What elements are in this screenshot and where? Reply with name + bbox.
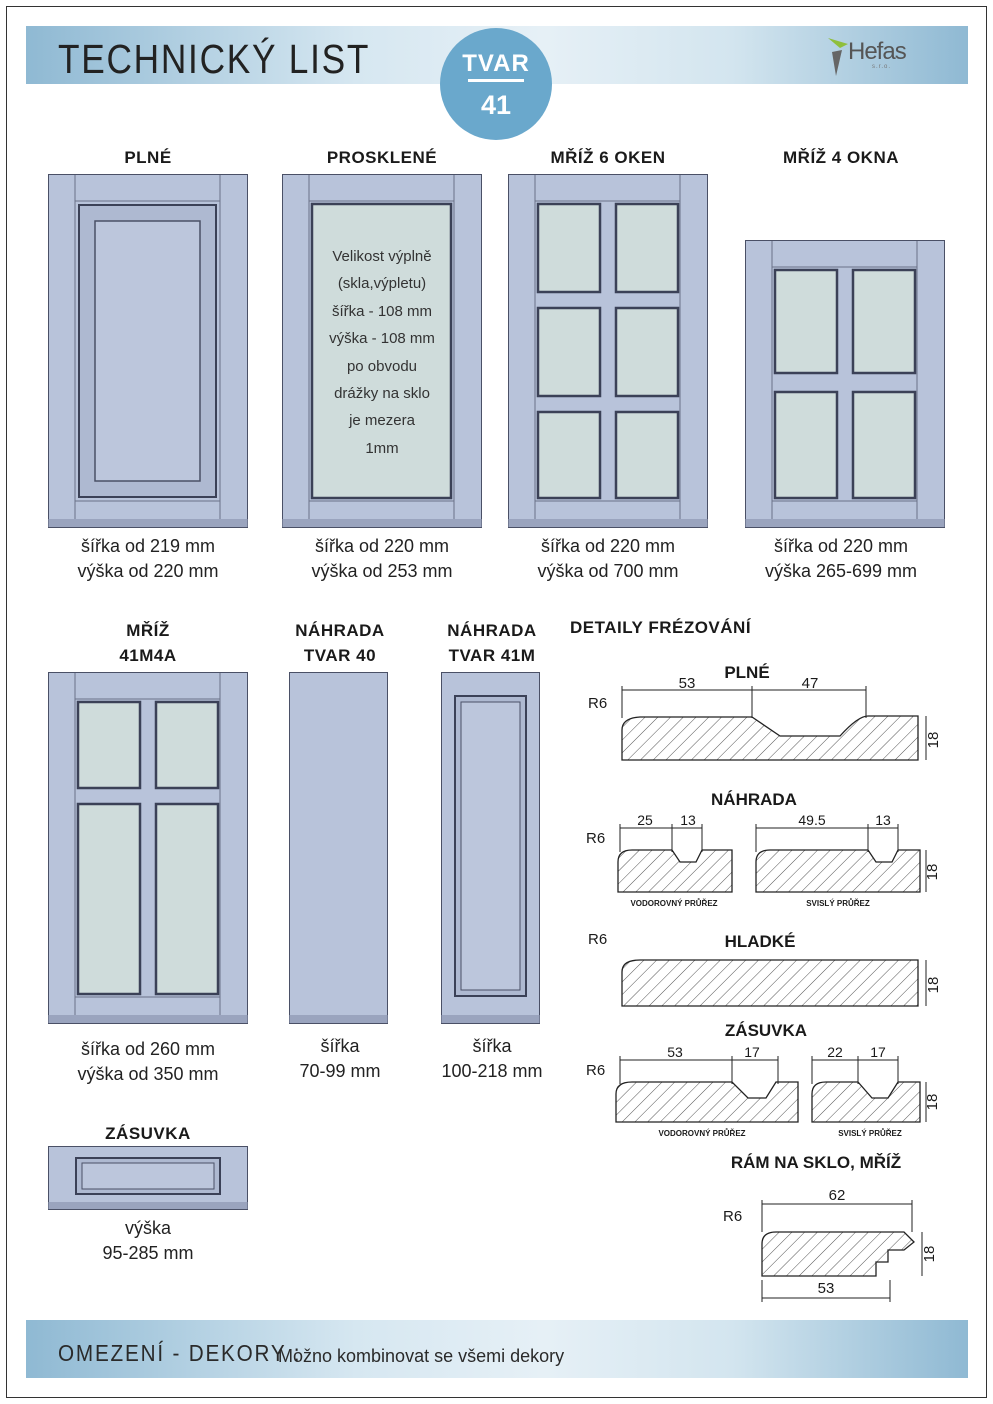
glass-note-line: 1mm [365,439,399,457]
door-mriz-41m4a [48,672,248,1024]
radius-hladke: R6 [588,931,608,948]
dim-zasuvka-18: 18 [924,1093,941,1111]
caption-line: 70-99 mm [299,1061,381,1081]
caption-line: výška 265-699 mm [764,561,918,581]
profile-title-hladke: HLADKÉ [724,932,796,951]
label-line: MŘÍŽ [126,621,170,640]
caption-line: šířka od 220 mm [540,536,676,556]
caption-line: šířka od 219 mm [80,536,216,556]
glass-note-line: výška - 108 mm [329,330,435,348]
door-caption-nahrada40 [262,1034,418,1084]
profile-title-zasuvka: ZÁSUVKA [724,1021,808,1040]
glass-note-line: (skla,výpletu) [337,275,427,293]
label-line: 41M4A [119,646,177,665]
door-nahrada-tvar40 [289,672,388,1024]
dim-zasuvka-53: 53 [667,1044,683,1060]
caption-line: šířka od 220 mm [773,536,909,556]
door-label-nahrada41m [414,618,570,668]
profile-title-plne: PLNÉ [724,663,770,682]
caption-line: šířka [320,1036,360,1056]
door-mriz-6-oken [508,174,708,528]
door-label-mriz6: MŘÍŽ 6 OKEN [550,148,666,167]
door-caption-prosklene [282,534,482,584]
drawer-front [48,1146,248,1210]
door-plne [48,174,248,528]
footer-text: Možno kombinovat se všemi dekory [278,1346,565,1366]
door-label-mriz4: MŘÍŽ 4 OKNA [783,148,899,167]
glass-note-line: drážky na sklo [334,385,430,403]
glass-note-line: je mezera [349,412,415,430]
radius-zasuvka: R6 [586,1062,606,1079]
dim-plne-53: 53 [678,675,696,692]
dim-ram-53: 53 [817,1280,835,1297]
caption-line: šířka od 220 mm [314,536,450,556]
door-caption-nahrada41m [414,1034,570,1084]
glass-note [312,243,452,462]
door-label-mriz41m4a [48,618,248,668]
door-caption-mriz4 [741,534,941,584]
profile-title-nahrada: NÁHRADA [711,790,797,809]
door-label-plne: PLNÉ [124,148,172,167]
dim-hladke-18: 18 [925,976,942,994]
label-line: TVAR 41M [448,646,536,665]
page-title: TECHNICKÝ LIST [58,36,371,82]
badge-divider [468,79,524,82]
dim-plne-47: 47 [801,675,819,692]
door-caption-mriz6 [508,534,708,584]
caption-nahrada-a: VODOROVNÝ PRŮŘEZ [630,899,718,908]
dim-nahrada-13a: 13 [680,812,696,828]
dim-zasuvka-17a: 17 [744,1044,760,1060]
caption-line: výška od 220 mm [77,561,219,581]
caption-line: 100-218 mm [441,1061,543,1081]
caption-line: výška od 350 mm [77,1064,219,1084]
footer-label: OMEZENÍ - DEKORY : [58,1340,302,1366]
brand-sub: s.r.o. [872,64,892,70]
label-line: NÁHRADA [295,621,385,640]
door-caption-plne [48,534,248,584]
glass-note-line: po obvodu [346,357,418,375]
badge-label: TVAR [462,50,530,77]
caption-line: šířka [472,1036,512,1056]
caption-line: výška [124,1218,171,1238]
dim-nahrada-18: 18 [924,863,941,881]
caption-zasuvka-a: VODOROVNÝ PRŮŘEZ [658,1129,746,1138]
details-title: DETAILY FRÉZOVÁNÍ [570,618,752,637]
label-line: NÁHRADA [447,621,537,640]
dim-nahrada-25: 25 [637,812,653,828]
milling-profiles [575,650,955,1310]
drawer-caption [48,1216,248,1266]
dim-nahrada-13b: 13 [875,812,891,828]
label-line: TVAR 40 [303,646,377,665]
radius-plne: R6 [588,695,608,712]
dim-zasuvka-22: 22 [827,1044,843,1060]
caption-zasuvka-b: SVISLÝ PRŮŘEZ [838,1129,902,1138]
dim-zasuvka-17b: 17 [870,1044,886,1060]
radius-ram: R6 [723,1208,743,1225]
glass-note-line: šířka - 108 mm [331,302,433,320]
caption-line: výška od 700 mm [537,561,679,581]
door-mriz-4-okna [745,240,945,528]
door-label-zasuvka: ZÁSUVKA [105,1124,191,1143]
profile-title-ram: RÁM NA SKLO, MŘÍŽ [730,1153,902,1172]
door-label-nahrada40 [262,618,418,668]
glass-note-line: Velikost výplně [332,248,432,265]
brand-name: Hefas [848,38,906,65]
door-nahrada-tvar41m [441,672,540,1024]
shape-badge [440,28,552,140]
caption-nahrada-b: SVISLÝ PRŮŘEZ [806,899,870,908]
radius-nahrada: R6 [586,830,606,847]
dim-ram-18: 18 [921,1245,938,1263]
caption-line: šířka od 260 mm [80,1039,216,1059]
caption-line: výška od 253 mm [311,561,453,581]
door-label-prosklene: PROSKLENÉ [326,148,438,167]
caption-line: 95-285 mm [102,1243,194,1263]
dim-ram-62: 62 [828,1187,846,1204]
door-caption-mriz41m4a [48,1037,248,1087]
dim-plne-18: 18 [925,731,942,749]
badge-number: 41 [480,90,512,120]
dim-nahrada-49: 49.5 [798,812,826,828]
